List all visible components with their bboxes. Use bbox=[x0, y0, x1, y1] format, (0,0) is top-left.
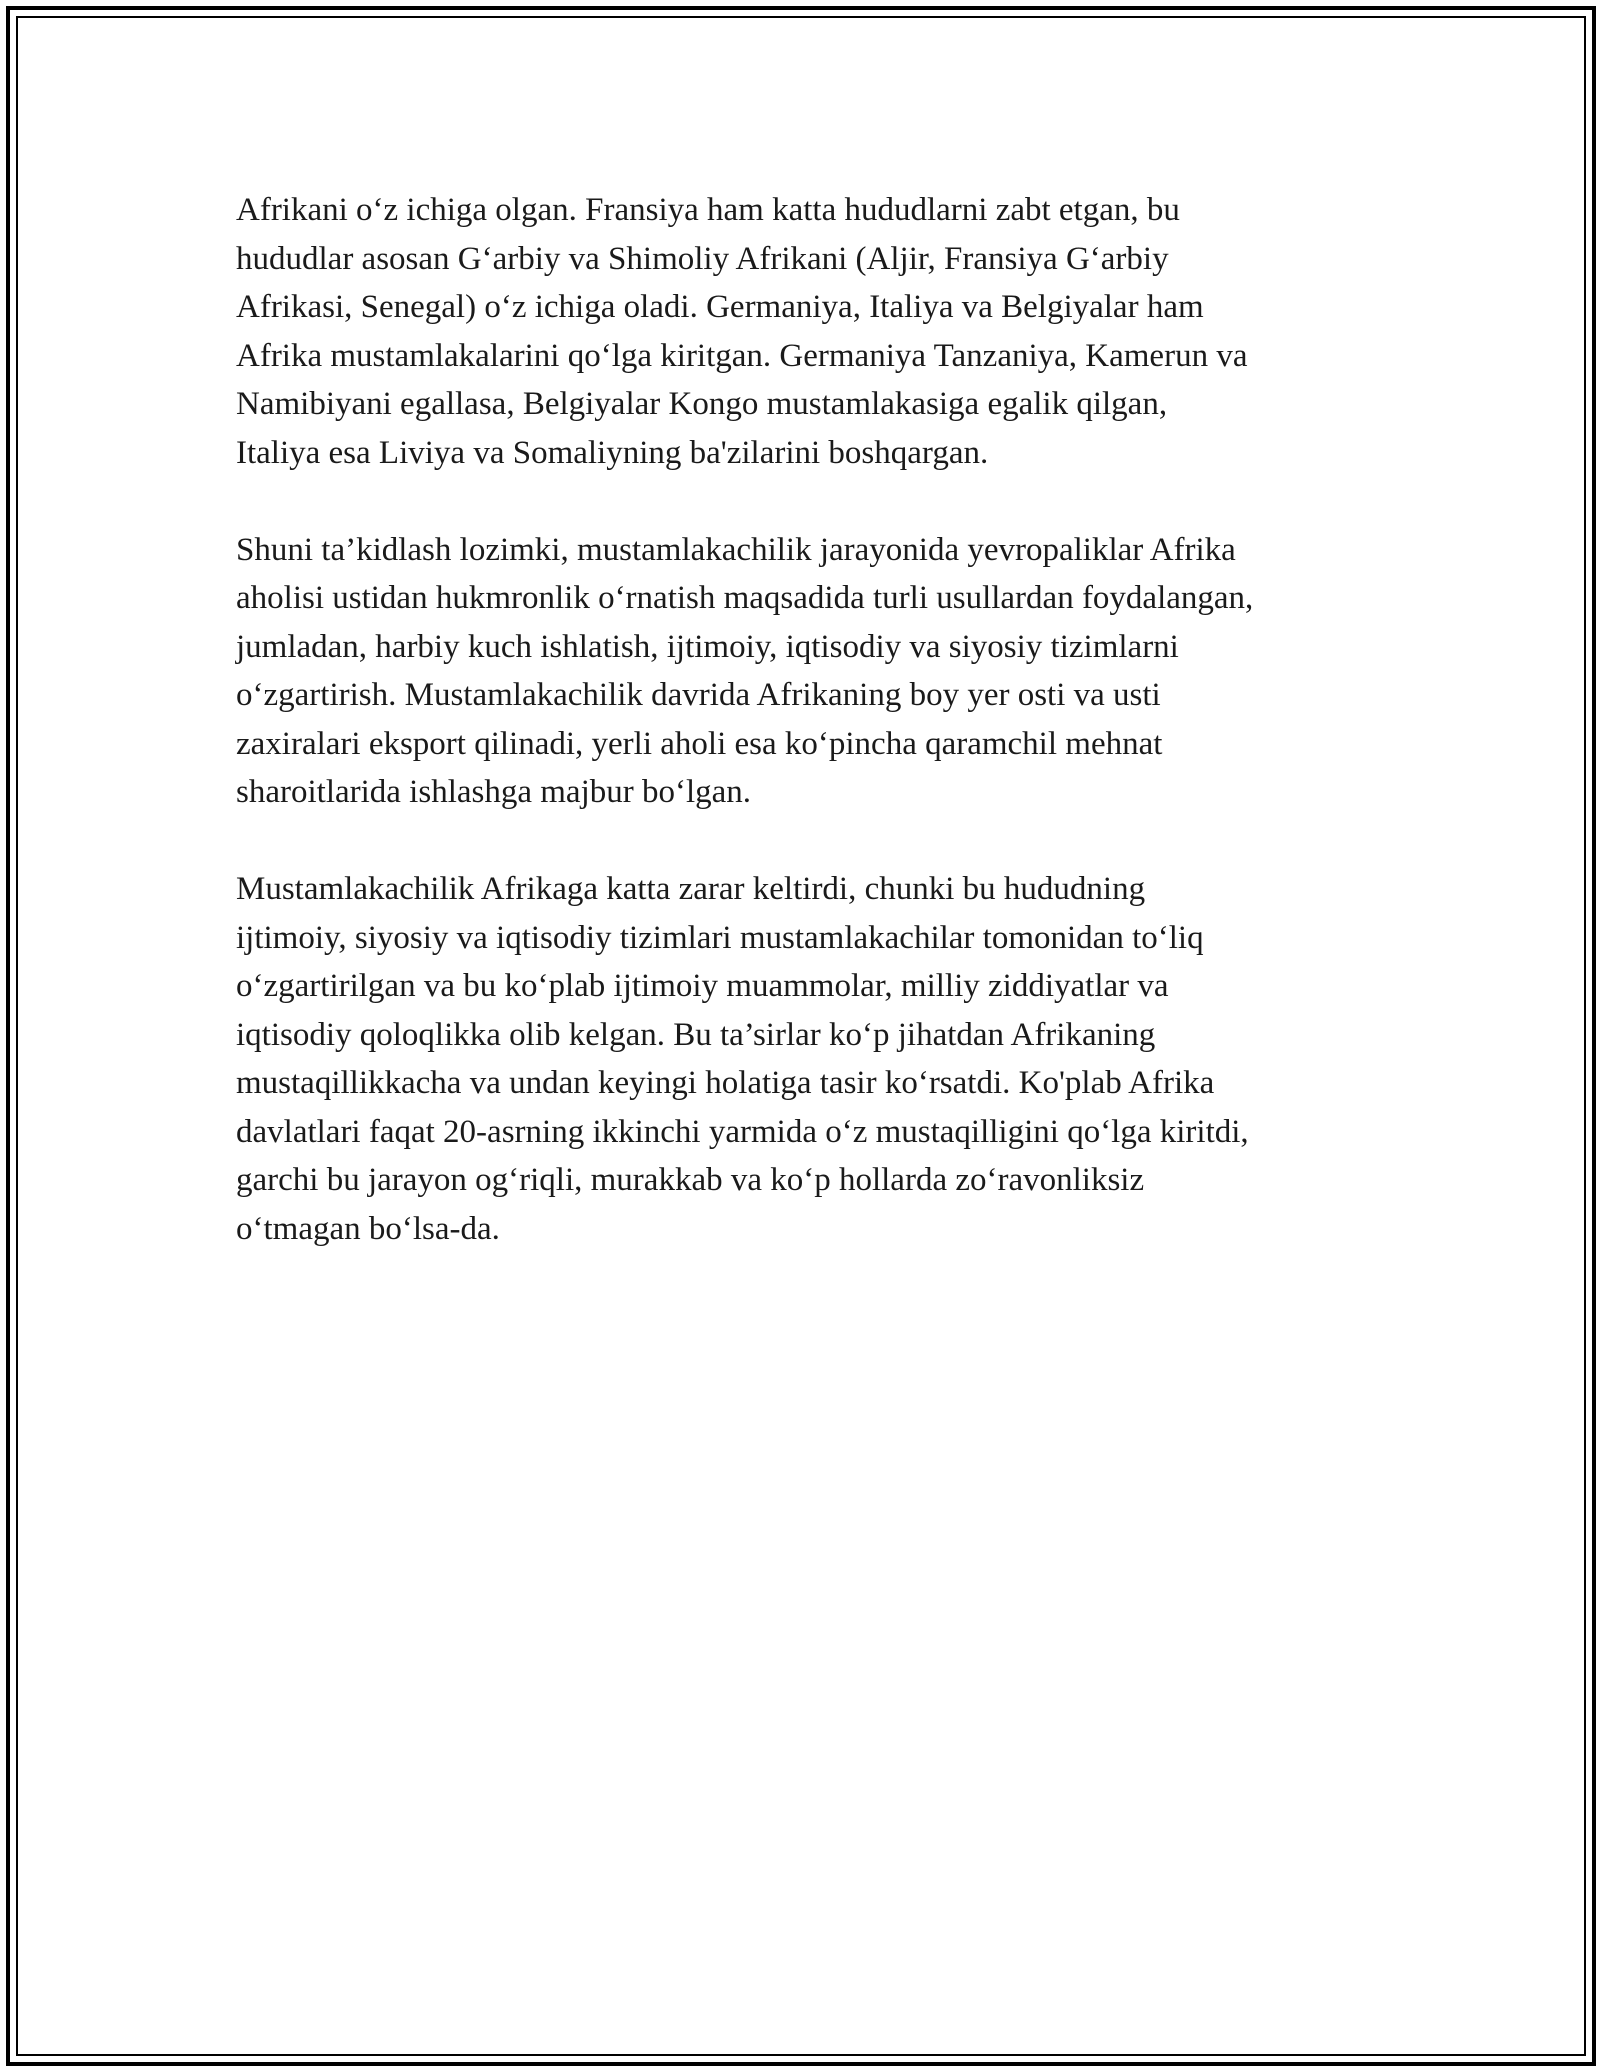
text-line: Namibiyani egallasa, Belgiyalar Kongo mustamlakasiga egalik qilgan, bbox=[236, 386, 1168, 422]
text-line: davlatlari faqat 20-asrning ikkinchi yarmida o‘z mustaqilligini qo‘lga kiritdi, bbox=[236, 1113, 1249, 1150]
text-line: ijtimoiy, siyosiy va iqtisodiy tizimlari mustamlakachilar tomonidan to‘liq bbox=[236, 919, 1204, 956]
text-line: sharoitlarida ishlashga majbur bo‘lgan. bbox=[236, 774, 752, 810]
text-line: Afrikasi, Senegal) o‘z ichiga oladi. Germaniya, Italiya va Belgiyalar ham bbox=[236, 289, 1204, 325]
text-line: Afrika mustamlakalarini qo‘lga kiritgan. Germaniya Tanzaniya, Kamerun va bbox=[236, 337, 1248, 374]
text-line: jumladan, harbiy kuch ishlatish, ijtimoiy, iqtisodiy va siyosiy tizimlarni bbox=[236, 628, 1179, 665]
paragraph-1 bbox=[236, 186, 1386, 477]
text-line: o‘zgartirish. Mustamlakachilik davrida Afrikaning boy yer osti va usti bbox=[236, 677, 1161, 713]
text-line: mustaqillikkacha va undan keyingi holatiga tasir ko‘rsatdi. Ko'plab Afrika bbox=[236, 1065, 1215, 1101]
text-line: Italiya esa Liviya va Somaliyning ba'zilarini boshqargan. bbox=[236, 434, 989, 471]
text-line: hududlar asosan G‘arbiy va Shimoliy Afrikani (Aljir, Fransiya G‘arbiy bbox=[236, 240, 1169, 277]
paragraph-2 bbox=[236, 526, 1386, 817]
text-line: Afrikani o‘z ichiga olgan. Fransiya ham katta hududlarni zabt etgan, bu bbox=[236, 192, 1180, 228]
text-line: aholisi ustidan hukmronlik o‘rnatish maqsadida turli usullardan foydalangan, bbox=[236, 580, 1254, 616]
text-line: o‘zgartirilgan va bu ko‘plab ijtimoiy muammolar, milliy ziddiyatlar va bbox=[236, 968, 1169, 1004]
text-line: garchi bu jarayon og‘riqli, murakkab va ko‘p hollarda zo‘ravonliksiz bbox=[236, 1162, 1145, 1198]
text-line: Shuni ta’kidlash lozimki, mustamlakachilik jarayonida yevropaliklar Afrika bbox=[236, 531, 1236, 568]
paragraph-3 bbox=[236, 865, 1386, 1253]
text-line: o‘tmagan bo‘lsa-da. bbox=[236, 1210, 500, 1247]
text-line: Mustamlakachilik Afrikaga katta zarar keltirdi, chunki bu hududning bbox=[236, 871, 1146, 907]
document-body bbox=[236, 186, 1386, 1302]
text-line: iqtisodiy qoloqlikka olib kelgan. Bu ta’sirlar ko‘p jihatdan Afrikaning bbox=[236, 1016, 1156, 1053]
text-line: zaxiralari eksport qilinadi, yerli aholi esa ko‘pincha qaramchil mehnat bbox=[236, 725, 1163, 762]
